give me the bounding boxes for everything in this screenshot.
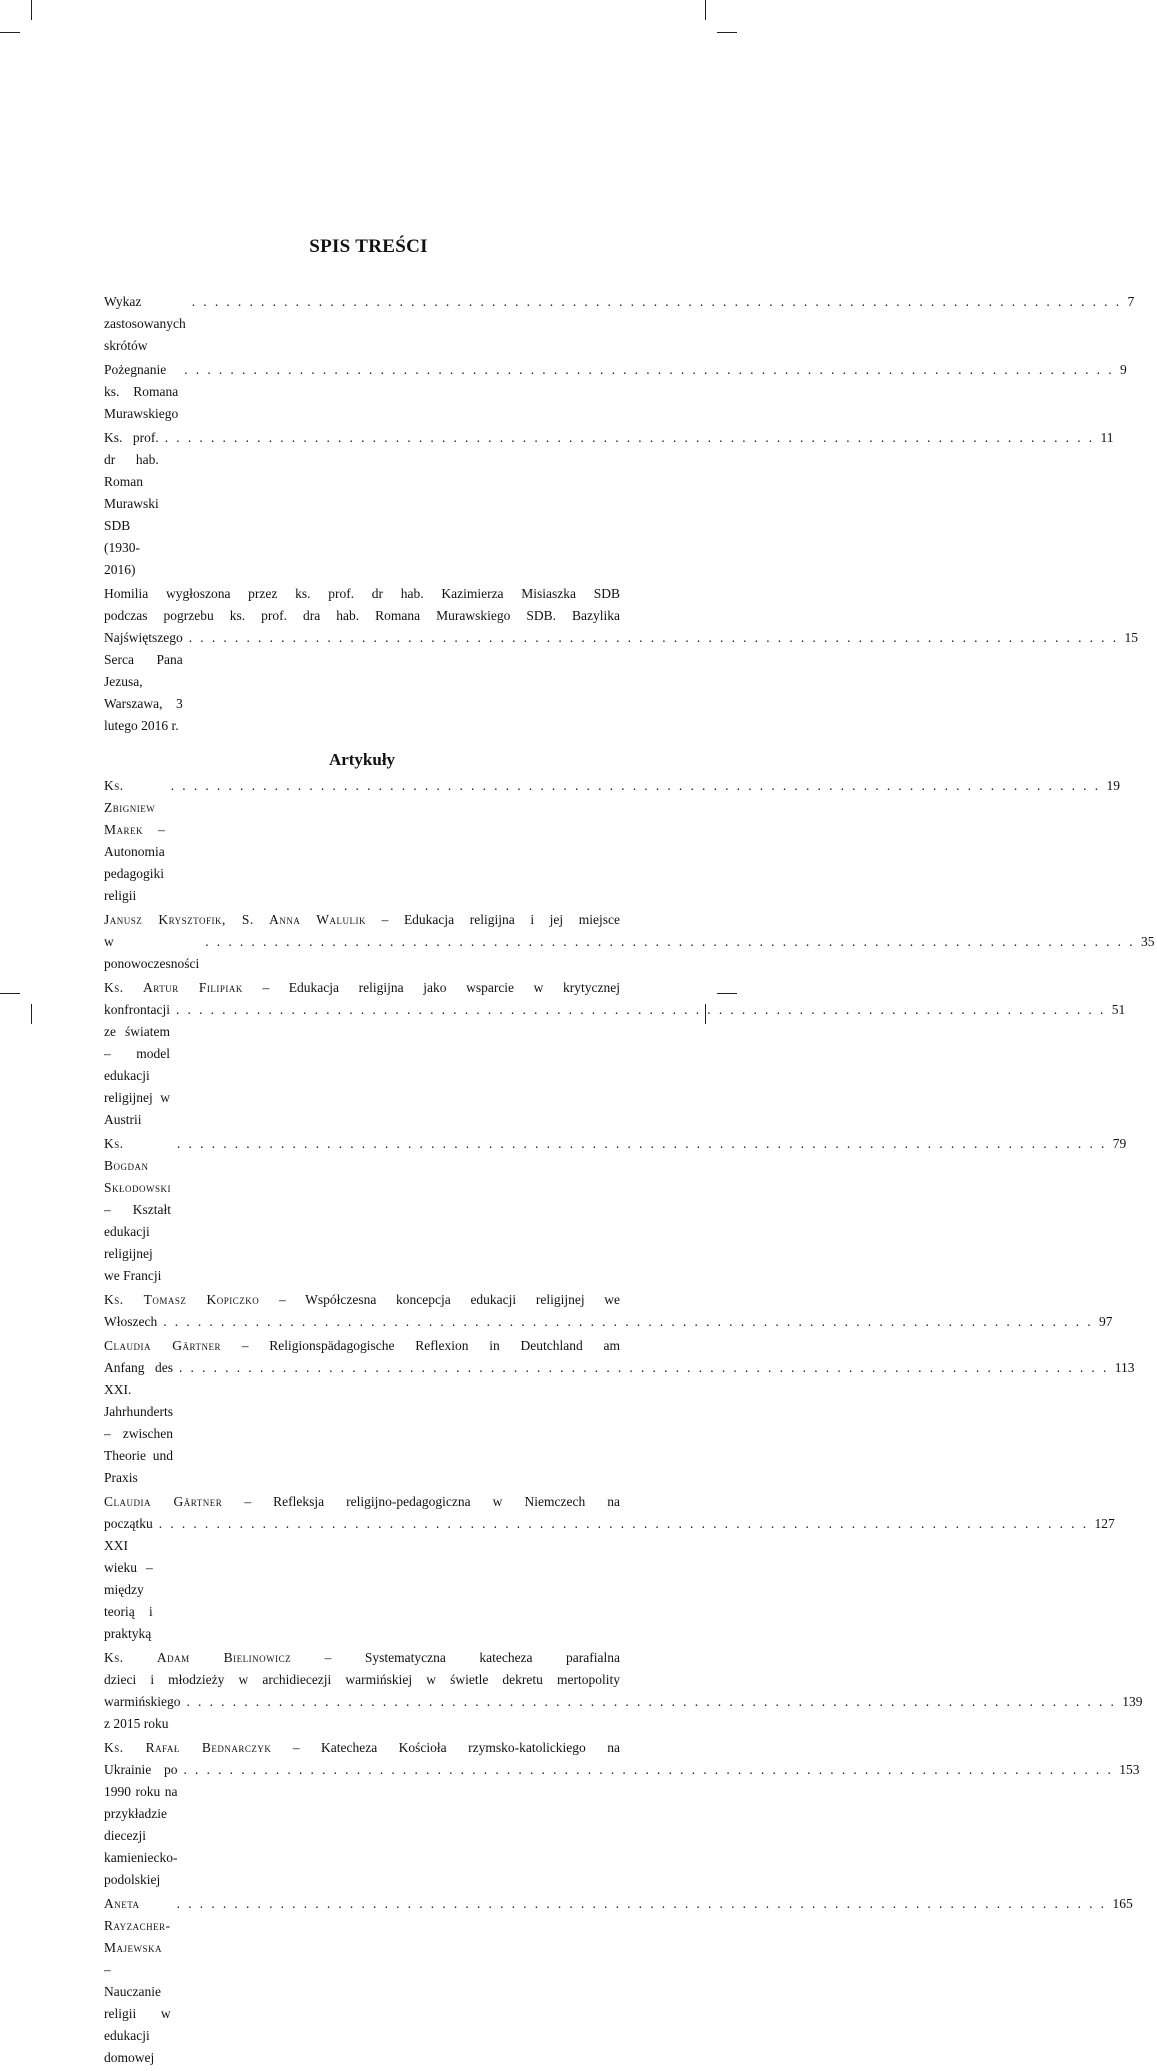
toc-entry-line [104,1311,1113,1333]
toc-entry-author: Ks. Artur Filipiak [104,980,243,995]
toc-entry-title-line: – Kształt edukacji religijnej we Francji [104,1202,171,1283]
section-heading: Artykuły [328,750,396,769]
toc-page-number: 7 [1127,294,1135,309]
leader-dots: . . . . . . . . . . . . . . . . . . . . . . . . . . . . . . . . . . . . . . . . . . . . . . . . . . . . . . . . . . . . . . . . . . . . . . . . . . . . . . . . . [186,1694,1117,1709]
toc-entry-text [104,999,170,1131]
crop-mark-top-right-v [705,0,706,20]
toc-entry-line [104,1759,1140,1891]
toc-entry-author: Ks. Tomasz Kopiczko [104,1292,260,1307]
toc-entry [104,1893,1133,2069]
toc-entry-title-line: Włoszech [104,1314,158,1329]
leader-dots: . . . . . . . . . . . . . . . . . . . . . . . . . . . . . . . . . . . . . . . . . . . . . . . . . . . . . . . . . . . . . . . . . . . . . . . . . . . . . . . . . [178,1360,1109,1375]
toc-page-number: 35 [1141,934,1155,949]
toc-entry-text [104,1893,171,2069]
toc-entry-line [104,1513,1115,1645]
toc-entry-title-line: – Edukacja religijna jako wsparcie w krytycznej [262,980,620,995]
toc-entry-line [104,1357,1135,1489]
toc-entry-line [104,931,1155,975]
toc-entry-title-line: – Katecheza Kościoła rzymsko-katolickiego na [292,1740,620,1755]
toc-page-number: 153 [1119,1762,1140,1777]
toc-entry-title-line: Homilia wygłoszona przez ks. prof. dr hab. Kazimierza Misiaszka SDB [104,586,620,601]
toc-entry-title-line: Pożegnanie ks. Romana Murawskiego [104,362,179,421]
toc-entry-author: Ks. Adam Bielinowicz [104,1650,292,1665]
toc-entry-line [104,1491,620,1513]
toc-entry-text [104,931,199,975]
toc-entry-title-line: Ukrainie po 1990 roku na przykładzie diecezji kamieniecko-podolskiej [104,1762,178,1887]
toc-entry-line [104,1691,1143,1735]
toc-entry [104,583,1139,737]
toc-entry [104,775,1121,907]
toc-entry-line [104,605,620,627]
toc-page-number: 139 [1122,1694,1143,1709]
toc-entry-text [104,1357,173,1489]
toc-page-number: 11 [1100,430,1114,445]
toc-page-number: 113 [1114,1360,1135,1375]
toc-entry-title-line: podczas pogrzebu ks. prof. dra hab. Romana Murawskiego SDB. Bazylika [104,608,620,623]
toc-entry-line [104,977,620,999]
toc-entry-title-line: Anfang des XXI. Jahrhunderts – zwischen Theorie und Praxis [104,1360,173,1485]
toc-entry [104,977,1126,1131]
toc-entry-line [104,1737,620,1759]
toc-entry-line [104,1289,620,1311]
toc-page-number: 15 [1124,630,1139,645]
crop-mark-bottom-right-h [717,993,737,994]
toc-entry-author: Janusz Krysztofik, S. Anna Walulik [104,912,366,927]
leader-dots: . . . . . . . . . . . . . . . . . . . . . . . . . . . . . . . . . . . . . . . . . . . . . . . . . . . . . . . . . . . . . . . . . . . . . . . . . . . . . . . . . [188,630,1119,645]
toc-entry-text [104,1759,177,1891]
toc-entry-title-line: – Religionspädagogische Reflexion in Deutchland am [241,1338,620,1353]
toc-entry-line [104,999,1126,1131]
toc-entry-line [104,627,1139,737]
toc-entry-text [104,1338,620,1353]
leader-dots: . . . . . . . . . . . . . . . . . . . . . . . . . . . . . . . . . . . . . . . . . . . . . . . . . . . . . . . . . . . . . . . . . . . . . . . . . . . . . . . . . [158,1516,1089,1531]
toc-page-number: 9 [1120,362,1127,377]
toc-entry-title-line: – Autonomia pedagogiki religii [104,822,165,903]
crop-mark-top-left-v [31,0,32,20]
toc-entry-title-line: – Edukacja religijna i jej miejsce [381,912,621,927]
toc-entry-line [104,775,1121,907]
toc-entry-author: Ks. Bogdan Skłodowski [104,1136,172,1195]
toc-entry-author: Aneta Rayzacher-Majewska [104,1896,171,1955]
leader-dots: . . . . . . . . . . . . . . . . . . . . . . . . . . . . . . . . . . . . . . . . . . . . . . . . . . . . . . . . . . . . . . . . . . . . . . . . . . . . . . . . . [164,430,1095,445]
toc-entry [104,1335,1135,1489]
toc-entry-text [104,980,620,995]
crop-mark-top-right-h [717,32,737,33]
toc-entry-title-line: – Refleksja religijno-pedagogiczna w Niemczech na [244,1494,620,1509]
toc-entry [104,1491,1115,1645]
toc-entry-author: Claudia Gärtner [104,1338,221,1353]
toc-entry-text [104,912,620,927]
toc-entry-line [104,1669,620,1691]
toc-entry-text [104,1133,171,1287]
toc-entry-title-line: konfrontacji ze światem – model edukacji religijnej w Austrii [104,1002,170,1127]
toc-entry-title-line: w ponowoczesności [104,934,200,971]
toc-entry-text [104,1513,153,1645]
toc-page-number: 51 [1111,1002,1126,1017]
toc-entry-text [104,775,165,907]
toc-page-number: 19 [1106,778,1121,793]
toc-entry-title-line: – Współczesna koncepcja edukacji religijnej we [278,1292,621,1307]
toc-entry [104,909,1155,975]
toc-entry-text [104,608,620,623]
leader-dots: . . . . . . . . . . . . . . . . . . . . . . . . . . . . . . . . . . . . . . . . . . . . . . . . . . . . . . . . . . . . . . . . . . . . . . . . . . . . . . . . . [177,1136,1107,1151]
toc-entry-text [104,1292,620,1307]
toc-entry-text [104,359,178,425]
toc-entry-author: Claudia Gärtner [104,1494,223,1509]
crop-mark-bottom-left-v [31,1004,32,1024]
toc-entry [104,1133,1127,1287]
toc-entry-title-line: Wykaz zastosowanych skrótów [104,294,186,353]
toc-entry [104,1289,1113,1333]
toc-page-number: 165 [1112,1896,1133,1911]
leader-dots: . . . . . . . . . . . . . . . . . . . . . . . . . . . . . . . . . . . . . . . . . . . . . . . . . . . . . . . . . . . . . . . . . . . . . . . . . . . . . . . . . [191,294,1122,309]
toc-entry [104,291,1135,357]
leader-dots: . . . . . . . . . . . . . . . . . . . . . . . . . . . . . . . . . . . . . . . . . . . . . . . . . . . . . . . . . . . . . . . . . . . . . . . . . . . . . . . . . [176,1896,1107,1911]
toc-entry [104,359,1127,425]
toc-entry-line [104,291,1135,357]
toc-entry-line [104,583,620,605]
toc-entry-author: Ks. Rafał Bednarczyk [104,1740,272,1755]
toc-entry-text [104,586,620,601]
toc-entry-title-line: początku XXI wieku – między teorią i praktyką [104,1516,153,1641]
toc-entry-title-line: dzieci i młodzieży w archidiecezji warmińskiej w świetle dekretu mertopolity [104,1672,620,1687]
toc-entry-line [104,909,620,931]
toc-entry-title-line: – Nauczanie religii w edukacji domowej [104,1962,171,2065]
toc-entry [104,1647,1143,1735]
leader-dots: . . . . . . . . . . . . . . . . . . . . . . . . . . . . . . . . . . . . . . . . . . . . . . . . . . . . . . . . . . . . . . . . . . . . . . . . . . . . . . . . . [183,1762,1114,1777]
toc-page-number: 97 [1099,1314,1113,1329]
toc-entry-text [104,1311,157,1333]
toc-entry-line [104,427,1114,581]
toc-entry-text [104,1650,620,1665]
toc-entry-title-line: warmińskiego z 2015 roku [104,1694,181,1731]
leader-dots: . . . . . . . . . . . . . . . . . . . . . . . . . . . . . . . . . . . . . . . . . . . . . . . . . . . . . . . . . . . . . . . . . . . . . . . . . . . . . . . . . [205,934,1136,949]
toc-entry [104,1737,1140,1891]
leader-dots: . . . . . . . . . . . . . . . . . . . . . . . . . . . . . . . . . . . . . . . . . . . . . . . . . . . . . . . . . . . . . . . . . . . . . . . . . . . . . . . . . [170,778,1101,793]
toc-entry-text [104,627,183,737]
leader-dots: . . . . . . . . . . . . . . . . . . . . . . . . . . . . . . . . . . . . . . . . . . . . . . . . . . . . . . . . . . . . . . . . . . . . . . . . . . . . . . . . . [175,1002,1106,1017]
toc-page-number: 127 [1094,1516,1115,1531]
table-of-contents [104,291,1155,2071]
toc-entry-author: Ks. Zbigniew Marek [104,778,156,837]
toc-entry-title-line: Ks. prof. dr hab. Roman Murawski SDB (1930-2016) [104,430,159,577]
toc-entry-text [104,1691,181,1735]
toc-entry-title-line: – Systematyczna katecheza parafialna [324,1650,621,1665]
page-title: SPIS TREŚCI [309,236,428,257]
toc-entry-text [104,1740,620,1755]
toc-entry-line [104,1335,620,1357]
leader-dots: . . . . . . . . . . . . . . . . . . . . . . . . . . . . . . . . . . . . . . . . . . . . . . . . . . . . . . . . . . . . . . . . . . . . . . . . . . . . . . . . . [184,362,1115,377]
toc-entry-text [104,1672,620,1687]
leader-dots: . . . . . . . . . . . . . . . . . . . . . . . . . . . . . . . . . . . . . . . . . . . . . . . . . . . . . . . . . . . . . . . . . . . . . . . . . . . . . . . . . [163,1314,1094,1329]
toc-entry-text [104,427,159,581]
toc-entry-text [104,1494,620,1509]
toc-entry-line [104,359,1127,425]
toc-entry-line [104,1133,1127,1287]
crop-mark-bottom-left-h [0,993,20,994]
crop-mark-top-left-h [0,32,20,33]
toc-page-number: 79 [1112,1136,1127,1151]
toc-entry-line [104,1893,1133,2069]
toc-entry-line [104,1647,620,1669]
toc-entry-text [104,291,186,357]
toc-entry-title-line: Najświętszego Serca Pana Jezusa, Warszawa, 3 lutego 2016 r. [104,630,183,733]
toc-entry [104,427,1114,581]
